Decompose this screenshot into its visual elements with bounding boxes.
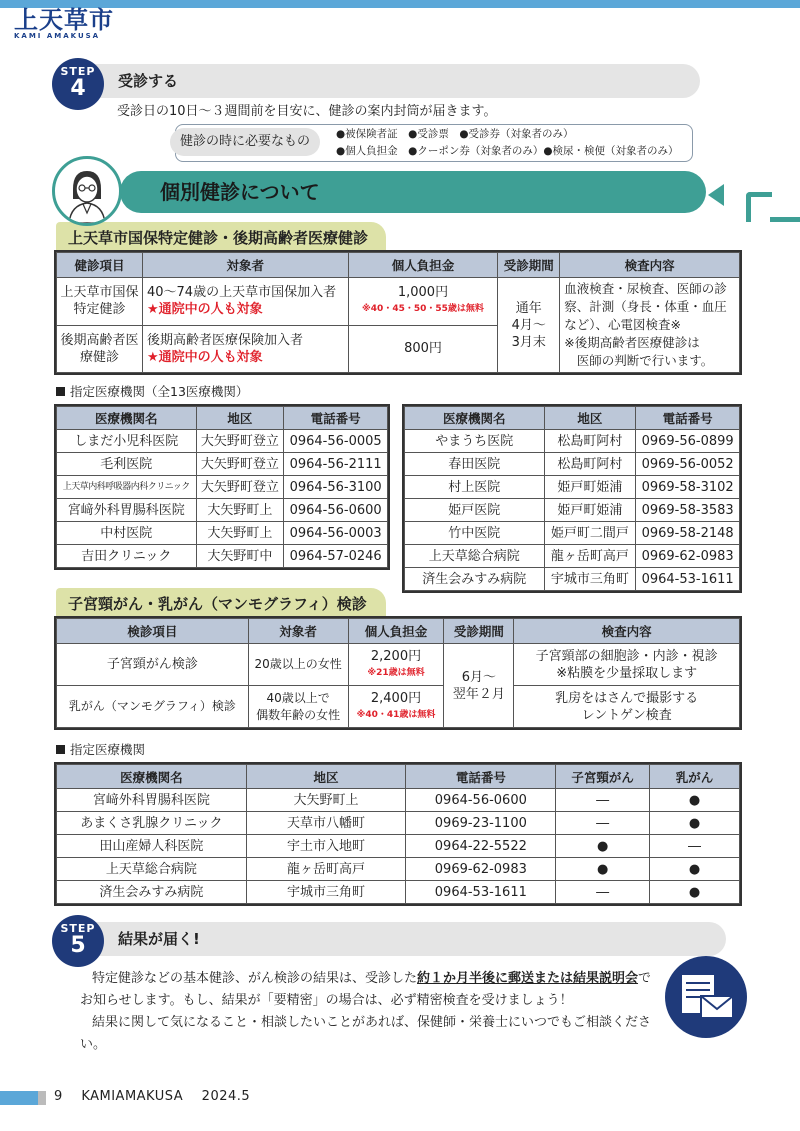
- t2-r2-fee-text: 2,400円: [370, 690, 422, 706]
- clinic-name: 吉田クリニック: [57, 545, 197, 568]
- clinic-name: 宮﨑外科胃腸科医院: [57, 499, 197, 522]
- page-number: 9: [54, 1089, 63, 1104]
- step5-number: 5: [70, 933, 86, 958]
- cr-header-area: 地区: [544, 407, 636, 430]
- step5-paragraph2: 結果に関して気になること・相談したいことがあれば、保健師・栄養士にいつでもご相談ください。: [80, 1015, 652, 1052]
- clinic-area: 姫戸町姫浦: [544, 499, 636, 522]
- clinic-area: 大矢野町登立: [196, 430, 284, 453]
- clinic-tel: 0969-58-3102: [636, 476, 740, 499]
- t3-header-area: 地区: [246, 765, 406, 789]
- clinic-tel: 0964-56-2111: [284, 453, 388, 476]
- t2-header-fee: 個人負担金: [348, 619, 444, 644]
- table-row: [405, 453, 740, 476]
- t1-header-fee: 個人負担金: [348, 253, 498, 278]
- step5-p1-end: でお知らせします。もし、結果が「要精密」の場合は、必ず精密検査を受けましょう！: [80, 971, 652, 1008]
- step5-label: STEP: [60, 922, 96, 935]
- section1-tab: 上天草市国保特定健診・後期高齢者医療健診: [56, 222, 386, 252]
- t2-r2-fee-note: ※40・41歳は無料: [356, 709, 436, 720]
- t1-header-item: 健診項目: [57, 253, 143, 278]
- clinic-tel: 0969-23-1100: [406, 812, 556, 835]
- t2-r2-target: 40歳以上で 偶数年齢の女性: [248, 686, 348, 728]
- cancer-clinics-table: [56, 764, 740, 904]
- clinic-area: 大矢野町登立: [196, 476, 284, 499]
- t1-r2-fee: 800円: [348, 325, 498, 373]
- clinic-area: 天草市八幡町: [246, 812, 406, 835]
- step5-title: 結果が届く!: [62, 922, 726, 956]
- t1-r2-target-text: 後期高齢者医療保険加入者: [146, 332, 303, 348]
- step4-description: 受診日の10日～３週間前を目安に、健診の案内封筒が届きます。: [117, 104, 497, 119]
- table-row: [405, 568, 740, 591]
- clinic-name: 毛利医院: [57, 453, 197, 476]
- clinics-right-table: [404, 406, 740, 591]
- section2-tab: 子宮頸がん・乳がん（マンモグラフィ）検診: [56, 588, 386, 618]
- clinic-tel: 0964-53-1611: [636, 568, 740, 591]
- cancer-screening-table: [56, 618, 740, 728]
- t1-r2-item: [57, 325, 143, 373]
- clinic-name: 上天草総合病院: [405, 545, 545, 568]
- t1-r1-target: [142, 278, 348, 326]
- table-row: [57, 858, 740, 881]
- clinic-tel: 0964-22-5522: [406, 835, 556, 858]
- clinic-name: しまだ小児科医院: [57, 430, 197, 453]
- clinic-tel: 0964-56-0600: [406, 789, 556, 812]
- clinic-tel: 0969-56-0052: [636, 453, 740, 476]
- table-row: [57, 881, 740, 904]
- t2-header-target: 対象者: [248, 619, 348, 644]
- clinic-area: 松島町阿村: [544, 453, 636, 476]
- t2-r2-fee: [348, 686, 444, 728]
- clinic-name: 上天草内科呼吸器内科クリニック: [57, 476, 197, 499]
- t2-r1-fee: [348, 644, 444, 686]
- t1-r1-item: [57, 278, 143, 326]
- clinic-area: 宇城市三角町: [246, 881, 406, 904]
- t1-r1-item-text: 上天草市国保特定健診: [60, 285, 139, 318]
- breast-mark: ●: [650, 789, 740, 812]
- top-color-bar: [0, 0, 800, 8]
- staff-avatar-icon: [52, 156, 122, 226]
- t1-r1-target-note: ★通院中の人も対象: [146, 302, 263, 318]
- clinic-tel: 0969-58-2148: [636, 522, 740, 545]
- cl-header-area: 地区: [196, 407, 284, 430]
- clinic-name: やまうち医院: [405, 430, 545, 453]
- clinic-tel: 0964-56-0005: [284, 430, 388, 453]
- step4-number: 4: [70, 76, 86, 101]
- clinics-left-table: [56, 406, 388, 568]
- clinic-area: 大矢野町中: [196, 545, 284, 568]
- table-row: [405, 476, 740, 499]
- clinic-tel: 0964-56-3100: [284, 476, 388, 499]
- footer-bar-accent: [38, 1091, 46, 1105]
- breast-mark: ●: [650, 812, 740, 835]
- t3-header-tel: 電話番号: [406, 765, 556, 789]
- clinic-name: あまくさ乳腺クリニック: [57, 812, 247, 835]
- t3-header-name: 医療機関名: [57, 765, 247, 789]
- clinic-tel: 0964-56-0600: [284, 499, 388, 522]
- step4-title: 受診する: [62, 64, 700, 98]
- clinic-name: 春田医院: [405, 453, 545, 476]
- table-row: [57, 545, 388, 568]
- table-row: [57, 499, 388, 522]
- breast-mark: ―: [650, 835, 740, 858]
- table-row: [405, 545, 740, 568]
- clinic-area: 大矢野町上: [246, 789, 406, 812]
- t2-r1-fee-text: 2,200円: [370, 648, 422, 664]
- t1-r2-item-text: 後期高齢者医療健診: [60, 332, 139, 365]
- clinic-name: 済生会みすみ病院: [405, 568, 545, 591]
- breast-mark: ●: [650, 881, 740, 904]
- magazine-name: KAMIAMAKUSA: [81, 1089, 184, 1104]
- table-row: [405, 430, 740, 453]
- table-row: [57, 430, 388, 453]
- t1-period: 通年 4月～ 3月末: [498, 278, 560, 373]
- t1-content: 血液検査・尿検査、医師の診察、計測（身長・体重・血圧など）、心電図検査※ ※後期高齢者医療健診は 医師の判断で行います。: [560, 278, 740, 373]
- t2-r2-item: 乳がん（マンモグラフィ）検診: [57, 686, 249, 728]
- footer-bar: [0, 1091, 38, 1105]
- clinic-area: 大矢野町上: [196, 499, 284, 522]
- step4-badge: [52, 58, 104, 110]
- t2-r1-item: 子宮頸がん検診: [57, 644, 249, 686]
- cr-header-tel: 電話番号: [636, 407, 740, 430]
- clinic-area: 姫戸町姫浦: [544, 476, 636, 499]
- t1-r1-target-text: 40～74歳の上天草市国保加入者: [146, 285, 337, 301]
- logo-sub-text: KAMI AMAKUSA: [14, 32, 101, 40]
- clinic-tel: 0969-62-0983: [636, 545, 740, 568]
- section-banner: 個別健診について: [120, 171, 706, 213]
- t2-header-period: 受診期間: [444, 619, 514, 644]
- t2-r1-target: 20歳以上の女性: [248, 644, 348, 686]
- cervical-mark: ●: [556, 858, 650, 881]
- step5-badge: [52, 915, 104, 967]
- t2-r1-fee-note: ※21歳は無料: [367, 667, 425, 678]
- required-items-label: 健診の時に必要なもの: [170, 128, 320, 156]
- table-row: [57, 453, 388, 476]
- t2-header-content: 検査内容: [514, 619, 740, 644]
- t1-header-content: 検査内容: [560, 253, 740, 278]
- cl-header-name: 医療機関名: [57, 407, 197, 430]
- clinic-tel: 0964-57-0246: [284, 545, 388, 568]
- table-row: [57, 835, 740, 858]
- step5-paragraph1: [80, 968, 660, 1012]
- clinic-name: 姫戸医院: [405, 499, 545, 522]
- clinic-tel: 0969-62-0983: [406, 858, 556, 881]
- clinic-name: 中村医院: [57, 522, 197, 545]
- clinic-name: 田山産婦人科医院: [57, 835, 247, 858]
- flow-arrow-line-tail: [770, 217, 800, 222]
- table-row: [57, 789, 740, 812]
- t2-period: 6月～ 翌年２月: [444, 644, 514, 728]
- clinics2-heading: 指定医療機関: [56, 740, 145, 758]
- cervical-mark: ―: [556, 881, 650, 904]
- clinic-area: 大矢野町上: [196, 522, 284, 545]
- t1-header-period: 受診期間: [498, 253, 560, 278]
- cervical-mark: ―: [556, 789, 650, 812]
- cr-header-name: 医療機関名: [405, 407, 545, 430]
- clinic-tel: 0969-56-0899: [636, 430, 740, 453]
- clinic-area: 龍ヶ岳町高戸: [246, 858, 406, 881]
- t2-r1-content: 子宮頸部の細胞診・内診・視診 ※粘膜を少量採取します: [514, 644, 740, 686]
- table-row: [405, 499, 740, 522]
- step4-label: STEP: [60, 65, 96, 78]
- t2-header-item: 検診項目: [57, 619, 249, 644]
- required-items-line2: ●個人負担金 ●クーポン券（対象者のみ）●検尿・検便（対象者のみ）: [336, 145, 679, 157]
- table-row: [57, 522, 388, 545]
- city-logo: [14, 6, 118, 42]
- cervical-mark: ―: [556, 812, 650, 835]
- t1-r2-target: [142, 325, 348, 373]
- t2-r2-content: 乳房をはさんで撮影する レントゲン検査: [514, 686, 740, 728]
- table-row: [57, 812, 740, 835]
- cl-header-tel: 電話番号: [284, 407, 388, 430]
- clinic-name: 済生会みすみ病院: [57, 881, 247, 904]
- clinic-name: 村上医院: [405, 476, 545, 499]
- clinic-area: 龍ヶ岳町高戸: [544, 545, 636, 568]
- t3-header-breast: 乳がん: [650, 765, 740, 789]
- specific-checkup-table: [56, 252, 740, 373]
- envelope-document-icon: [665, 956, 747, 1038]
- step5-p1-start: 特定健診などの基本健診、がん検診の結果は、受診した: [92, 971, 418, 986]
- step5-p1-emphasis: 約１か月半後に郵送または結果説明会: [417, 971, 639, 986]
- t1-header-target: 対象者: [142, 253, 348, 278]
- clinic-tel: 0964-53-1611: [406, 881, 556, 904]
- clinic-name: 竹中医院: [405, 522, 545, 545]
- clinic-area: 大矢野町登立: [196, 453, 284, 476]
- t1-r1-fee-text: 1,000円: [397, 285, 449, 301]
- t1-r1-fee: [348, 278, 498, 326]
- clinic-tel: 0969-58-3583: [636, 499, 740, 522]
- t1-r1-fee-note: ※40・45・50・55歳は無料: [362, 304, 484, 315]
- required-items-list: [336, 126, 678, 160]
- clinic-area: 宇土市入地町: [246, 835, 406, 858]
- footer-text: [54, 1089, 250, 1104]
- flow-arrow-head-icon: [708, 184, 724, 206]
- logo-main-text: 上天草市: [14, 6, 114, 34]
- required-items-line1: ●被保険者証 ●受診票 ●受診券（対象者のみ）: [336, 128, 574, 140]
- clinic-tel: 0964-56-0003: [284, 522, 388, 545]
- issue-date: 2024.5: [201, 1089, 251, 1104]
- flow-arrow-line: [746, 192, 772, 222]
- clinics1-heading: 指定医療機関（全13医療機関）: [56, 382, 248, 400]
- breast-mark: ●: [650, 858, 740, 881]
- clinic-name: 宮﨑外科胃腸科医院: [57, 789, 247, 812]
- t1-r2-target-note: ★通院中の人も対象: [146, 349, 263, 365]
- t3-header-cervical: 子宮頸がん: [556, 765, 650, 789]
- clinic-area: 姫戸町二間戸: [544, 522, 636, 545]
- clinic-name: 上天草総合病院: [57, 858, 247, 881]
- clinic-area: 松島町阿村: [544, 430, 636, 453]
- cervical-mark: ●: [556, 835, 650, 858]
- table-row: [405, 522, 740, 545]
- table-row: [57, 476, 388, 499]
- clinic-area: 宇城市三角町: [544, 568, 636, 591]
